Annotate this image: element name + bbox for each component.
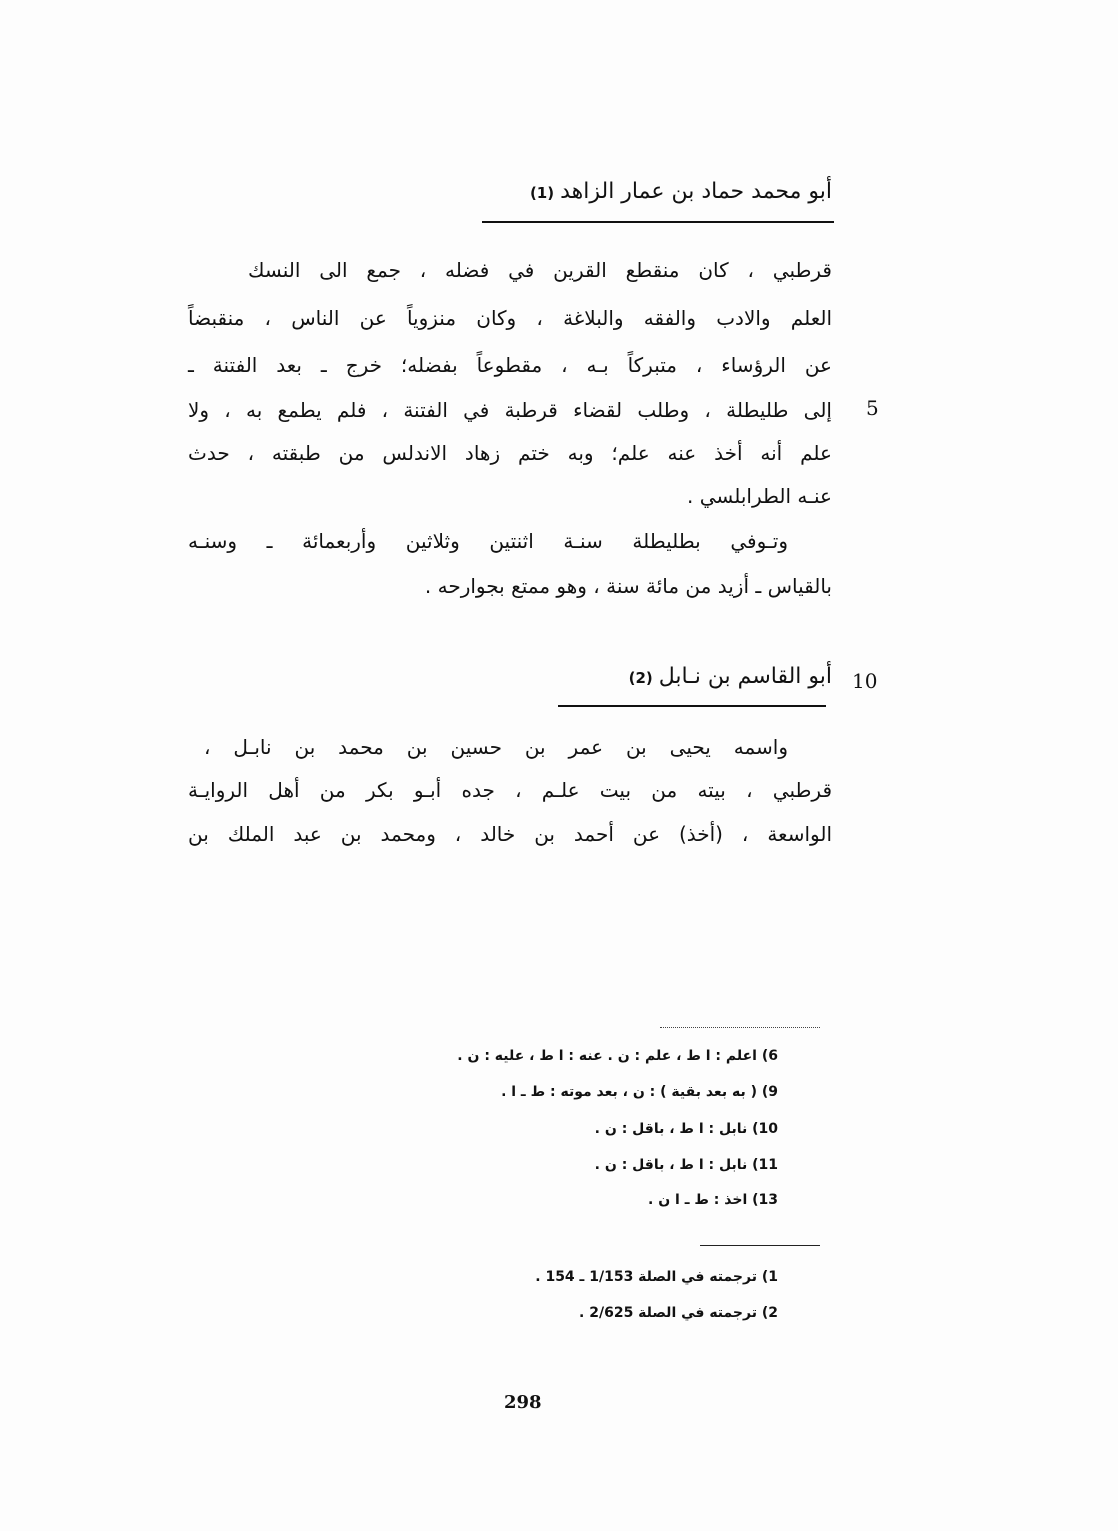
- text-line: عن الرؤساء ، متبركاً بـه ، مقطوعاً بفضله؛ خرج ـ بعد الفتنة ـ: [188, 353, 832, 377]
- variant-note: 11) نابل : ا ط ، باقل : ن .: [594, 1157, 778, 1173]
- variant-note: 13) اخذ : ط ـ ا ن .: [648, 1192, 778, 1208]
- text-line: قرطبي ، بيته من بيت علـم ، جده أبـو بكر من أهل الروايـة: [188, 778, 832, 802]
- heading-underline: [558, 705, 826, 707]
- text-line: علم أنه أخذ عنه علم؛ وبه ختم زهاد الاندلس من طبقته ، حدث: [188, 441, 832, 465]
- notes-divider: [660, 1027, 820, 1028]
- text-line: العلم والادب والفقه والبلاغة ، وكان منزوياً عن الناس ، منقبضاً: [188, 306, 832, 330]
- text-line: قرطبي ، كان منقطع القرين في فضله ، جمع الى النسك: [248, 258, 832, 282]
- footnote: 2) ترجمته في الصلة 2/625 .: [579, 1305, 778, 1321]
- heading-footnote-ref: (1): [529, 184, 555, 202]
- text-line: عنـه الطرابلسي .: [687, 484, 832, 508]
- footnotes-divider: [700, 1245, 820, 1246]
- text-line: وتـوفي بطليطلة سنـة اثنتين وثلاثين وأربعمائة ـ وسنـه: [188, 529, 788, 553]
- text-line: الواسعة ، (أخذ) عن أحمد بن خالد ، ومحمد بن عبد الملك بن: [188, 822, 832, 846]
- page-number: 298: [504, 1392, 542, 1413]
- line-number: 5: [866, 396, 879, 420]
- line-number: 10: [852, 669, 878, 693]
- heading-underline: [482, 221, 834, 223]
- entry-heading-hammad: [530, 177, 832, 208]
- text-line: بالقياس ـ أزيد من مائة سنة ، وهو ممتع بجوارحه .: [424, 574, 832, 598]
- text-line: إلى طليطلة ، وطلب لقضاء قرطبة في الفتنة ، فلم يطمع به ، ولا: [188, 398, 832, 422]
- text-line: واسمه يحيى بن عمر بن حسين بن محمد بن نابـل ،: [204, 735, 788, 759]
- heading-footnote-ref: (2): [628, 669, 653, 687]
- footnote: 1) ترجمته في الصلة 1/153 ـ 154 .: [535, 1269, 778, 1285]
- variant-note: 6) اعلم : ا ط ، علم : ن . عنه : ا ط ، عليه : ن .: [457, 1048, 778, 1064]
- variant-note: 10) نابل : ا ط ، باقل : ن .: [594, 1121, 778, 1137]
- variant-note: 9) ( به بعد بقية ) : ن ، بعد موته : ط ـ ا .: [501, 1084, 778, 1100]
- entry-title: أبو محمد حماد بن عمار الزاهد: [560, 179, 832, 204]
- entry-heading-nabil: [629, 662, 832, 693]
- entry-title: أبو القاسم بن نـابل: [658, 664, 832, 689]
